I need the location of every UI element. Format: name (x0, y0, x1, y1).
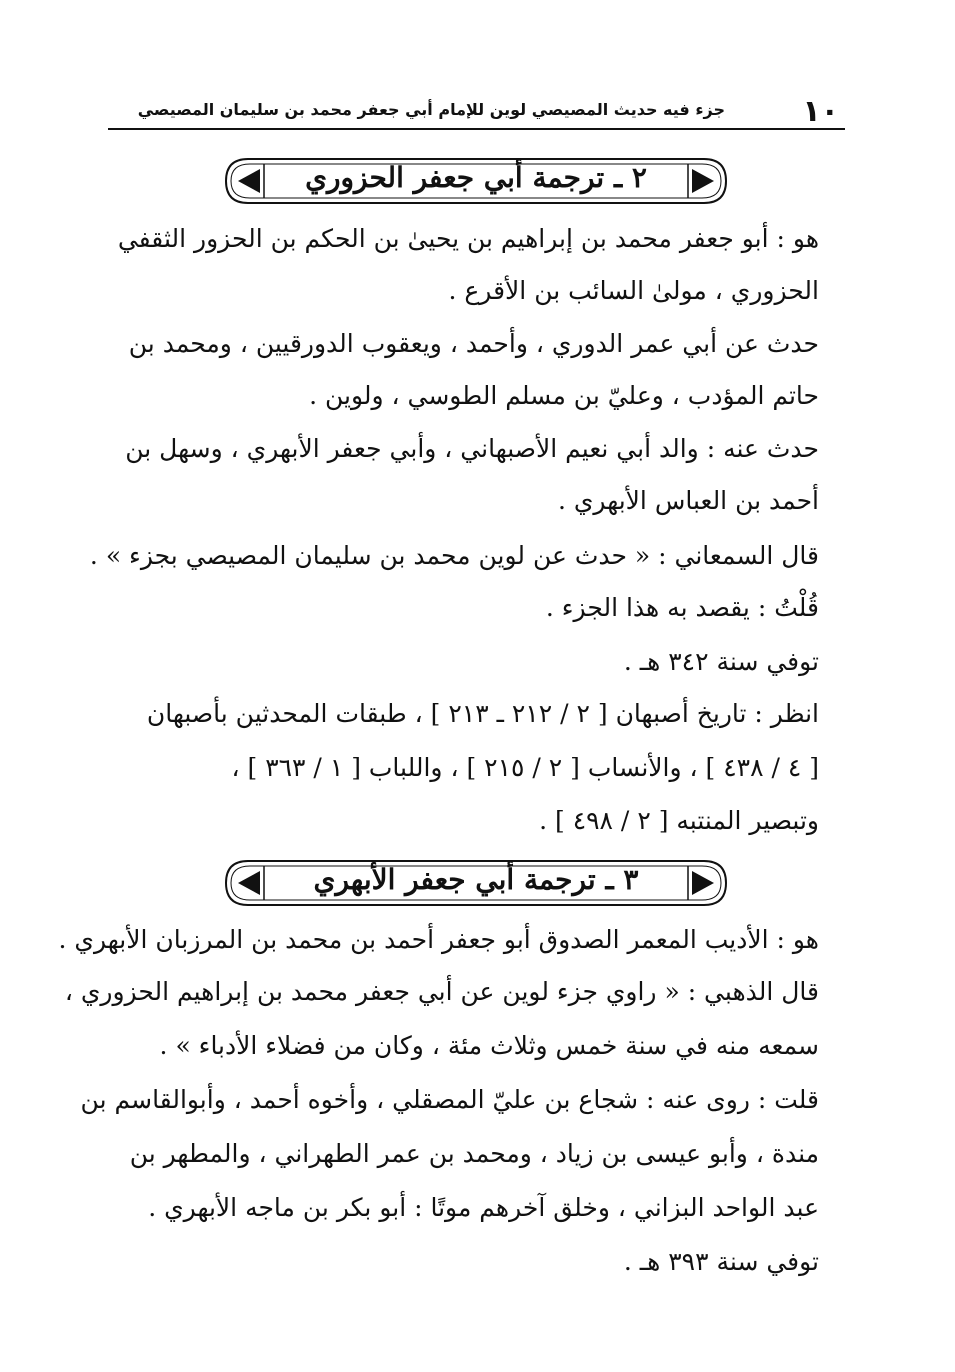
text-line: عبد الواحد البزاني ، وخلق آخرهم موتًا : أبو بكر بن ماجه الأبهري . (148, 1193, 819, 1222)
page-number: ١٠ (802, 94, 839, 129)
text-line: مندة ، وأبو عيسى بن زياد ، ومحمد بن عمر الطهراني ، والمطهر بن (129, 1139, 819, 1168)
running-header (108, 92, 845, 130)
text-line: قلت : روى عنه : شجاع بن عليّ المصقلي ، وأخوه أحمد ، وأبوالقاسم بن (80, 1085, 819, 1114)
section-title-3: ٣ ـ ترجمة أبي جعفر الأبهري (313, 863, 639, 896)
section-title-2: ٢ ـ ترجمة أبي جعفر الحزوري (305, 161, 647, 194)
text-line: حاتم المؤدب ، وعليّ بن مسلم الطوسي ، ولوين . (309, 381, 819, 410)
text-line: انظر : تاريخ أصبهان [ ٢ / ٢١٢ ـ ٢١٣ ] ، طبقات المحدثين بأصبهان (146, 699, 819, 728)
text-line: الحزوري ، مولىٰ السائب بن الأقرع . (448, 276, 819, 305)
text-line: توفي سنة ٣٩٣ هـ . (623, 1247, 819, 1276)
text-line: هو : الأديب المعمر الصدوق أبو جعفر أحمد بن محمد بن المرزبان الأبهري . (58, 925, 819, 954)
running-title: جزء فيه حديث المصيصي لوين للإمام أبي جعفر محمد بن سليمان المصيصي (137, 100, 725, 119)
section-banner-2 (220, 153, 732, 209)
text-line: [ ٤ / ٤٣٨ ] ، والأنساب [ ٢ / ٢١٥ ] ، واللباب [ ١ / ٣٦٣ ] ، (231, 753, 819, 782)
text-line: هو : أبو جعفر محمد بن إبراهيم بن يحيىٰ بن الحكم بن الحزور الثقفي (117, 224, 819, 253)
text-line: قال السمعاني : « حدث عن لوين محمد بن سليمان المصيصي بجزء » . (89, 541, 819, 570)
section-banner-3 (220, 855, 732, 911)
text-line: وتبصير المنتبه [ ٢ / ٤٩٨ ] . (539, 806, 819, 835)
text-line: سمعه منه في سنة خمس وثلاث مئة ، وكان من فضلاء الأدباء » . (159, 1031, 819, 1060)
text-line: حدث عنه : والد أبي نعيم الأصبهاني ، وأبي جعفر الأبهري ، وسهل بن (125, 434, 819, 463)
text-line: أحمد بن العباس الأبهري . (557, 486, 819, 515)
text-line: قال الذهبي : « راوي جزء لوين عن أبي جعفر محمد بن إبراهيم الحزوري ، (64, 977, 819, 1006)
text-line: حدث عن أبي عمر الدوري ، وأحمد ، ويعقوب الدورقيين ، ومحمد بن (128, 329, 819, 358)
text-line: قُلْتُ : يقصد به هذا الجزء . (545, 593, 819, 622)
text-line: توفي سنة ٣٤٢ هـ . (623, 647, 819, 676)
